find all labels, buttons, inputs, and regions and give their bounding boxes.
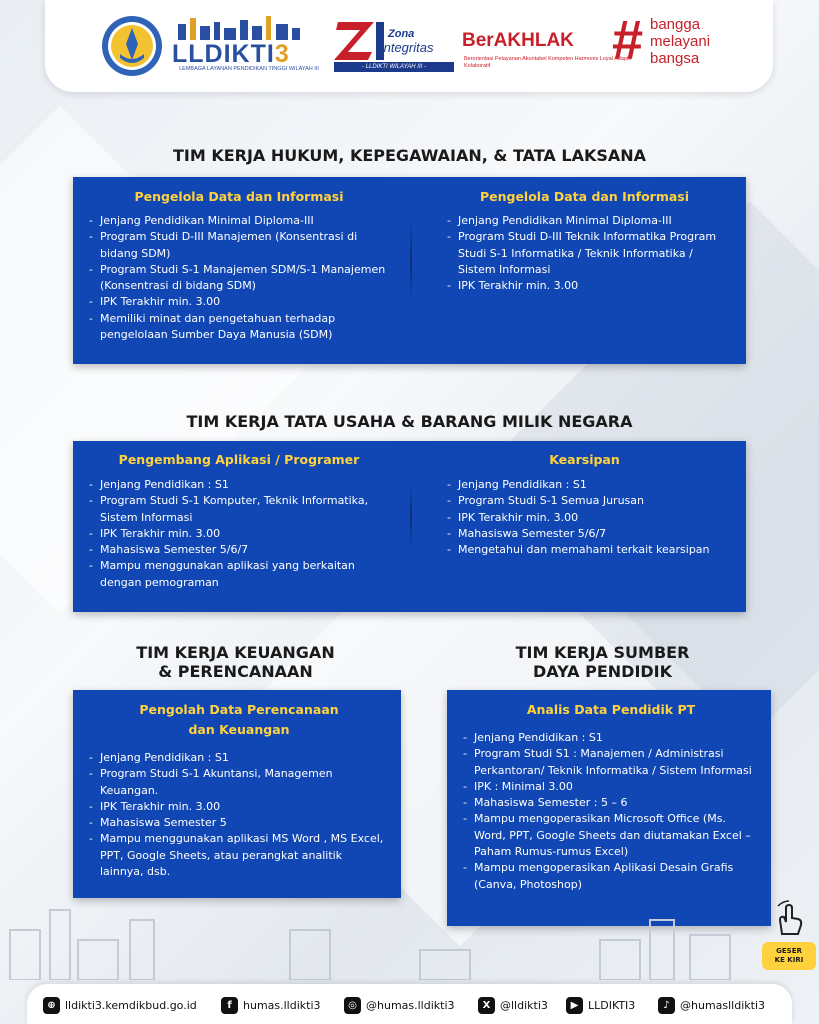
facebook-handle[interactable]: humas.lldikti3	[243, 999, 321, 1012]
list-item: - Program Studi S-1 Komputer, Teknik Informatika, Sistem Informasi	[89, 493, 389, 526]
berakhlak-logo	[462, 22, 632, 74]
berakhlak-tagline: Berorientasi Pelayanan Akuntabel Kompeten Harmonis Loyal Adaptif Kolaboratif	[464, 56, 632, 69]
list-item: - Mahasiswa Semester : 5 – 6	[463, 795, 759, 811]
lldikti-logo	[172, 14, 322, 78]
list-item: - Program Studi S-1 Semua Jurusan	[447, 493, 722, 509]
position-heading: Pengelola Data dan Informasi	[479, 189, 690, 204]
column-single	[463, 700, 759, 893]
position-heading: Analis Data Pendidik PT	[526, 702, 696, 717]
requirements-list	[463, 730, 759, 893]
position-heading: Pengolah Data Perencanaan dan Keuangan	[139, 702, 339, 737]
lldikti-subtitle: LEMBAGA LAYANAN PENDIDIKAN TINGGI WILAYAH III	[179, 66, 319, 72]
card-hukum	[73, 177, 746, 364]
bangga-melayani-bangsa-logo	[612, 8, 732, 74]
zi-integritas-text: Integritas	[380, 40, 434, 55]
list-item: - Jenjang Pendidikan Minimal Diploma-III	[89, 213, 389, 229]
list-item: - Program Studi S1 : Manajemen / Administrasi Perkantoran/ Teknik Informatika / Sistem Informasi	[463, 746, 759, 779]
footer-facebook[interactable]	[221, 997, 321, 1014]
list-item: - IPK : Minimal 3.00	[463, 779, 759, 795]
list-item: - Program Studi D-III Manajemen (Konsentrasi di bidang SDM)	[89, 229, 389, 262]
list-item: - Jenjang Pendidikan : S1	[463, 730, 759, 746]
swipe-hand-icon	[774, 900, 804, 938]
footer-youtube[interactable]	[566, 997, 635, 1014]
card-divider	[410, 217, 412, 304]
footer-website[interactable]	[43, 997, 197, 1014]
footer-tiktok[interactable]	[658, 997, 765, 1014]
city-skyline-decoration	[0, 900, 819, 980]
card-keuangan	[73, 690, 401, 898]
card-divider	[410, 481, 412, 552]
section-title-hukum: TIM KERJA HUKUM, KEPEGAWAIAN, & TATA LAKSANA	[172, 146, 647, 165]
list-item: - Jenjang Pendidikan : S1	[89, 477, 389, 493]
column-left	[89, 450, 389, 591]
footer-bar	[27, 984, 792, 1024]
position-heading: Kearsipan	[549, 452, 620, 467]
card-tata-usaha	[73, 441, 746, 612]
section-title-tata-usaha: TIM KERJA TATA USAHA & BARANG MILIK NEGARA	[186, 412, 633, 431]
list-item: - IPK Terakhir min. 3.00	[89, 799, 389, 815]
tiktok-handle[interactable]: @humaslldikti3	[680, 999, 766, 1012]
requirements-list	[447, 213, 722, 294]
instagram-handle[interactable]: @humas.lldikti3	[366, 999, 455, 1012]
list-item: - Program Studi S-1 Akuntansi, Managemen Keuangan.	[89, 766, 389, 799]
position-heading: Pengembang Aplikasi / Programer	[118, 452, 360, 467]
position-heading: Pengelola Data dan Informasi	[134, 189, 344, 204]
list-item: - Program Studi S-1 Manajemen SDM/S-1 Manajemen (Konsentrasi di bidang SDM)	[89, 262, 389, 295]
website-link[interactable]: lldikti3.kemdikbud.go.id	[65, 999, 197, 1012]
list-item: - Mahasiswa Semester 5	[89, 815, 389, 831]
column-right	[447, 187, 722, 294]
globe-icon: ⊕	[43, 997, 60, 1014]
list-item: - Mahasiswa Semester 5/6/7	[447, 526, 722, 542]
list-item: - Memiliki minat dan pengetahuan terhadap pengelolaan Sumber Daya Manusia (SDM)	[89, 311, 389, 344]
x-twitter-icon: X	[478, 997, 495, 1014]
section-title-sdp: TIM KERJA SUMBER DAYA PENDIDIK	[515, 643, 690, 681]
list-item: - IPK Terakhir min. 3.00	[447, 278, 722, 294]
youtube-icon: ▶	[566, 997, 583, 1014]
bangga-text: bangga melayani bangsa	[650, 16, 711, 67]
list-item: - IPK Terakhir min. 3.00	[447, 510, 722, 526]
list-item: - Mahasiswa Semester 5/6/7	[89, 542, 389, 558]
swipe-label: GESER KE KIRI	[762, 942, 816, 970]
requirements-list	[89, 477, 389, 591]
card-sdp	[447, 690, 771, 926]
list-item: - Jenjang Pendidikan Minimal Diploma-III	[447, 213, 722, 229]
section-title-keuangan: TIM KERJA KEUANGAN & PERENCANAAN	[136, 643, 335, 681]
list-item: - Mampu menggunakan aplikasi yang berkaitan dengan pemograman	[89, 558, 389, 591]
list-item: - Mampu mengoperasikan Microsoft Office (Ms. Word, PPT, Google Sheets dan diutamakan Excel – Paham Rumus-rumus Excel)	[463, 811, 759, 860]
lldikti-wordmark: LLDIKTI3	[172, 40, 290, 68]
requirements-list	[89, 750, 389, 880]
x-handle[interactable]: @lldikti3	[500, 999, 548, 1012]
berakhlak-wordmark: BerAKHLAK	[462, 30, 574, 51]
zona-integritas-logo	[334, 18, 454, 78]
list-item: - IPK Terakhir min. 3.00	[89, 526, 389, 542]
list-item: - IPK Terakhir min. 3.00	[89, 294, 389, 310]
header-bar	[45, 0, 773, 92]
requirements-list	[89, 213, 389, 343]
footer-x[interactable]	[478, 997, 548, 1014]
city-skyline-icon	[176, 14, 316, 40]
column-right	[447, 450, 722, 558]
zi-region-bar: - LLDIKTI WILAYAH III -	[334, 62, 454, 72]
list-item: - Jenjang Pendidikan : S1	[89, 750, 389, 766]
list-item: - Mampu menggunakan aplikasi MS Word , MS Excel, PPT, Google Sheets, atau perangkat analitik lainnya, dsb.	[89, 831, 389, 880]
tut-wuri-handayani-logo	[100, 14, 164, 78]
swipe-left-hint	[760, 898, 819, 972]
facebook-icon: f	[221, 997, 238, 1014]
requirements-list	[447, 477, 722, 558]
instagram-icon: ◎	[344, 997, 361, 1014]
list-item: - Mampu mengoperasikan Aplikasi Desain Grafis (Canva, Photoshop)	[463, 860, 759, 893]
tiktok-icon: ♪	[658, 997, 675, 1014]
column-single	[89, 700, 389, 880]
list-item: - Mengetahui dan memahami terkait kearsipan	[447, 542, 722, 558]
hashtag-icon: #	[612, 8, 644, 71]
column-left	[89, 187, 389, 343]
footer-instagram[interactable]	[344, 997, 455, 1014]
list-item: - Program Studi D-III Teknik Informatika Program Studi S-1 Informatika / Teknik Informatika / Sistem Informasi	[447, 229, 722, 278]
list-item: - Jenjang Pendidikan : S1	[447, 477, 722, 493]
youtube-handle[interactable]: LLDIKTI3	[588, 999, 636, 1012]
zi-zona-text: Zona	[388, 28, 415, 40]
